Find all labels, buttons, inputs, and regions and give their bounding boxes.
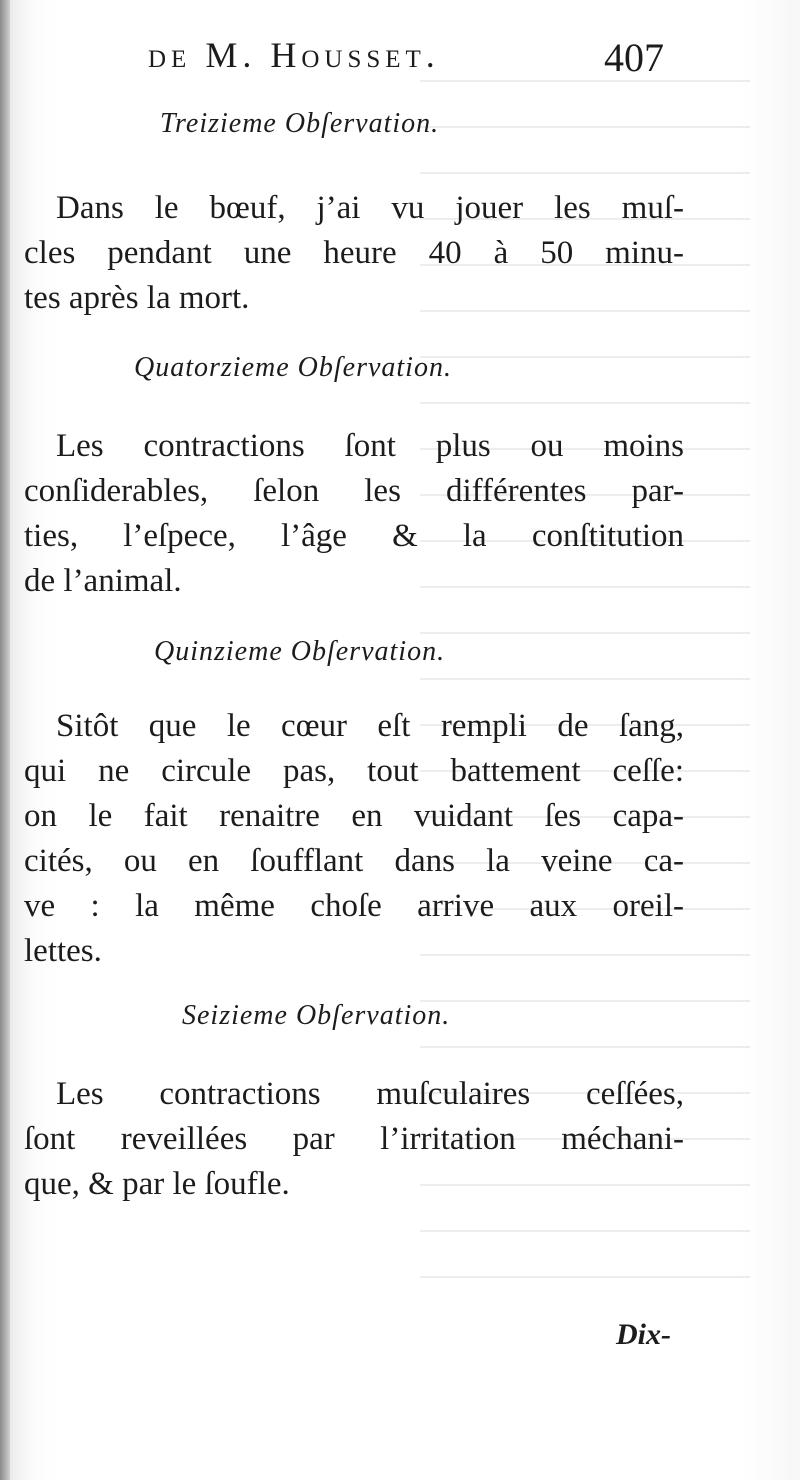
text-line: on le fait renaitre en vuidant ſes capa- (24, 798, 684, 834)
running-title: de M. Housset. (148, 35, 440, 75)
text-line: ve : la même choſe arrive aux oreil- (24, 888, 684, 924)
text-line: cles pendant une heure 40 à 50 minu- (24, 235, 684, 271)
paragraph-treizieme (24, 186, 684, 321)
text-line: tes après la mort. (24, 280, 250, 316)
text-line: ties, l’eſpece, l’âge & la conſtitution (24, 518, 684, 554)
text-line: que, & par le ſoufle. (24, 1166, 290, 1202)
page-gutter-shadow (0, 0, 10, 1480)
text-line: conſiderables, ſelon les différentes par- (24, 473, 684, 509)
paragraph-quatorzieme (24, 424, 684, 604)
text-line: cités, ou en ſoufflant dans la veine ca- (24, 843, 684, 879)
text-line: Les contractions muſculaires ceſſées, (56, 1076, 684, 1112)
text-line: ſont reveillées par l’irritation méchani- (24, 1121, 684, 1157)
text-line: Dans le bœuf, j’ai vu jouer les muſ- (56, 190, 684, 226)
text-line: de l’animal. (24, 563, 182, 599)
section-heading-treizieme: Treizieme Obſervation. (160, 108, 440, 139)
section-heading-quinzieme: Quinzieme Obſervation. (154, 636, 446, 667)
text-line: Les contractions ſont plus ou moins (56, 428, 684, 464)
text-line: Sitôt que le cœur eſt rempli de ſang, (56, 708, 684, 744)
section-heading-quatorzieme: Quatorzieme Obſervation. (134, 352, 452, 383)
paragraph-quinzieme (24, 704, 684, 974)
text-line: lettes. (24, 933, 102, 969)
catchword: Dix- (616, 1318, 671, 1351)
running-head (0, 30, 800, 90)
section-heading-seizieme: Seizieme Obſervation. (182, 1000, 451, 1031)
page-number: 407 (604, 35, 664, 80)
paragraph-seizieme (24, 1072, 684, 1207)
text-line: qui ne circule pas, tout battement ceſſe: (24, 753, 684, 789)
